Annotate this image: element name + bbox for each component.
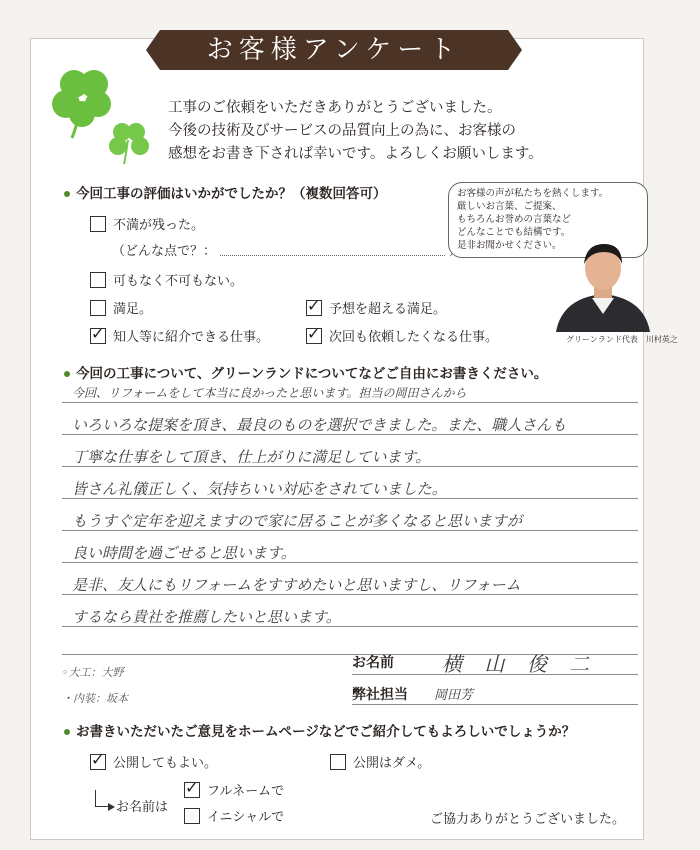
comment-line-6: 良い時間を過ごせると思います。 (72, 544, 296, 562)
intro-line-2: 今後の技術及びサービスの品質向上の為に、お客様の (168, 123, 516, 139)
comment-line-3: 丁寧な仕事をして頂き、仕上がりに満足しています。 (72, 448, 431, 466)
detail-input-line[interactable] (220, 243, 445, 256)
speech-bubble: お客様の声が私たちを熱くします。 厳しいお言葉、ご提案、 もちろんお誉めの言葉など どんなことでも結構です。 是非お聞かせください。 (448, 182, 648, 258)
comment-line-4: 皆さん礼儀正しく、気持ちいい対応をされていました。 (72, 480, 447, 498)
staff-name[interactable]: 岡田芳 (434, 688, 474, 703)
checkbox-public[interactable] (90, 754, 106, 770)
comment-line-7: 是非、友人にもリフォームをすすめたいと思いますし、リフォーム (72, 576, 521, 594)
customer-name[interactable]: 横 山 俊 二 (442, 652, 598, 676)
representative-caption: グリーンランド代表 川村英之 (566, 335, 678, 344)
option-recommend[interactable]: ✓ 知人等に紹介できる仕事。 (90, 326, 269, 345)
intro-line-3: 感想をお書き下されば幸いです。よろしくお願いします。 (168, 146, 543, 162)
option-satisfied[interactable]: 満足。 (90, 298, 152, 317)
q3-heading: お書きいただいたご意見をホームページなどでご紹介してもよろしいでしょうか？ (64, 720, 575, 740)
checkbox-average[interactable] (90, 272, 106, 288)
intro-line-1: 工事のご依頼をいただきありがとうございました。 (168, 100, 502, 116)
clover-small-icon (104, 118, 154, 168)
name-label: お名前 (352, 655, 394, 671)
checkbox-request-again[interactable] (306, 328, 322, 344)
option-beyond-expectation[interactable]: ✓ 予想を超える満足。 (306, 298, 446, 317)
bullet-icon (64, 191, 70, 197)
comment-line-5: もうすぐ定年を迎えますので家に居ることが多くなると思いますが (72, 512, 523, 530)
comment-line-8: するなら貴社を推薦したいと思います。 (72, 608, 341, 626)
bullet-icon (64, 371, 70, 377)
q1-heading: 今回工事の評価はいかがでしたか？（複数回答可） (64, 182, 387, 202)
margin-note-carpenter: ◦大工：大野 (62, 666, 124, 679)
name-preference-label: お名前は (116, 800, 169, 815)
arrow-icon (95, 790, 108, 807)
survey-title: お客様アンケート (160, 30, 508, 70)
staff-line (352, 704, 638, 705)
option-public[interactable]: ✓ 公開してもよい。 (90, 752, 217, 771)
option-request-again[interactable]: ✓ 次回も依頼したくなる仕事。 (306, 326, 498, 345)
option-private[interactable]: 公開はダメ。 (330, 752, 430, 771)
dissatisfied-detail: （どんな点で？： (112, 240, 462, 259)
checkbox-private[interactable] (330, 754, 346, 770)
comment-rule (62, 402, 638, 403)
option-fullname[interactable]: ✓ フルネームで (184, 780, 284, 799)
comment-line-1: 今回、リフォームをして本当に良かったと思います。担当の岡田さんから (72, 386, 467, 400)
option-dissatisfied[interactable]: 不満が残った。 (90, 214, 204, 233)
bullet-icon (64, 729, 70, 735)
margin-note-interior: ・内装：坂本 (62, 692, 128, 705)
checkbox-dissatisfied[interactable] (90, 216, 106, 232)
option-initials[interactable]: イニシャルで (184, 806, 284, 825)
q2-heading: 今回の工事について、グリーンランドについてなどご自由にお書きください。 (64, 362, 547, 382)
checkbox-initials[interactable] (184, 808, 200, 824)
option-average[interactable]: 可もなく不可もない。 (90, 270, 243, 289)
checkbox-satisfied[interactable] (90, 300, 106, 316)
checkbox-recommend[interactable] (90, 328, 106, 344)
thanks-message: ご協力ありがとうございました。 (430, 812, 626, 827)
checkbox-fullname[interactable] (184, 782, 200, 798)
checkbox-beyond-expectation[interactable] (306, 300, 322, 316)
staff-label: 弊社担当 (352, 687, 408, 703)
comment-line-2: いろいろな提案を頂き、最良のものを選択できました。また、職人さんも (72, 416, 567, 434)
representative-photo (548, 236, 658, 332)
